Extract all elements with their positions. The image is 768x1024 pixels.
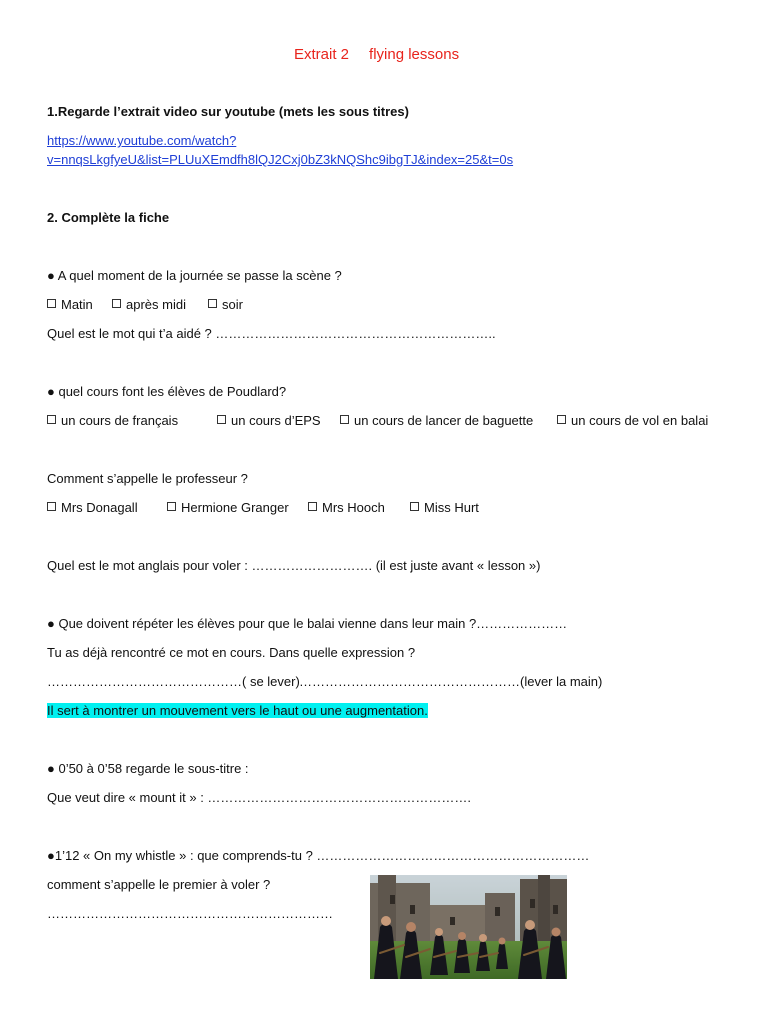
title-lesson: flying lessons [369,46,460,63]
checkbox-icon[interactable] [308,502,317,511]
q1-followup: Quel est le mot qui t’a aidé ? ……………………………………………………….. [47,326,496,341]
checkbox-icon[interactable] [47,299,56,308]
q6-followup: Que veut dire « mount it » : ……………………………………………………. [47,790,472,805]
q3-option-donagall[interactable]: Mrs Donagall [47,500,138,516]
checkbox-icon[interactable] [340,415,349,424]
checkbox-icon[interactable] [410,502,419,511]
checkbox-icon[interactable] [208,299,217,308]
checkbox-icon[interactable] [47,502,56,511]
checkbox-icon[interactable] [557,415,566,424]
q1-question: ● A quel moment de la journée se passe la scène ? [47,268,342,283]
q2-question: ● quel cours font les élèves de Poudlard? [47,384,287,399]
q7-question: ●1’12 « On my whistle » : que comprends-tu ? ……………………………………………………… [47,848,590,863]
q6-question: ● 0’50 à 0’58 regarde le sous-titre : [47,761,249,776]
checkbox-icon[interactable] [112,299,121,308]
page-title [294,46,459,64]
q5-followup: Tu as déjà rencontré ce mot en cours. Dans quelle expression ? [47,645,416,660]
q2-option-baguette[interactable]: un cours de lancer de baguette [340,413,533,429]
q2-option-eps[interactable]: un cours d’EPS [217,413,321,429]
movie-scene-image [370,875,567,979]
q3-option-hurt[interactable]: Miss Hurt [410,500,479,516]
q3-option-hooch[interactable]: Mrs Hooch [308,500,385,516]
q5-blank-hand: ……………………………………………(lever la main) [299,674,603,689]
q7-followup: comment s’appelle le premier à voler ? [47,877,271,892]
youtube-link-line2[interactable]: v=nnqsLkgfyeU&list=PLUuXEmdfh8lQJ2Cxj0bZ3kNQShc9ibgTJ&index=25&t=0s [47,152,514,167]
q1-option-apres-midi[interactable]: après midi [112,297,186,313]
q5-highlight [47,703,428,719]
checkbox-icon[interactable] [167,502,176,511]
q1-option-matin[interactable]: Matin [47,297,93,313]
section2-heading: 2. Complète la fiche [47,210,170,225]
section1-heading: 1.Regarde l’extrait video sur youtube (mets les sous titres) [47,104,409,119]
highlighted-note: Il sert à montrer un mouvement vers le haut ou une augmentation. [47,703,428,718]
q5-blank-up: ………………………………………( se lever) [47,674,300,689]
q4-text: Quel est le mot anglais pour voler : ………………………. (il est juste avant « lesson ») [47,558,541,573]
youtube-link-line1[interactable]: https://www.youtube.com/watch? [47,133,237,148]
q1-option-soir[interactable]: soir [208,297,243,313]
q7-blank: ………………………………………………………… [47,906,333,921]
q2-option-francais[interactable]: un cours de français [47,413,178,429]
q5-question: ● Que doivent répéter les élèves pour que le balai vienne dans leur main ?………………… [47,616,568,631]
q3-option-hermione[interactable]: Hermione Granger [167,500,289,516]
checkbox-icon[interactable] [47,415,56,424]
q2-option-balai[interactable]: un cours de vol en balai [557,413,708,429]
q3-question: Comment s’appelle le professeur ? [47,471,248,486]
checkbox-icon[interactable] [217,415,226,424]
title-extract: Extrait 2 [294,46,350,63]
